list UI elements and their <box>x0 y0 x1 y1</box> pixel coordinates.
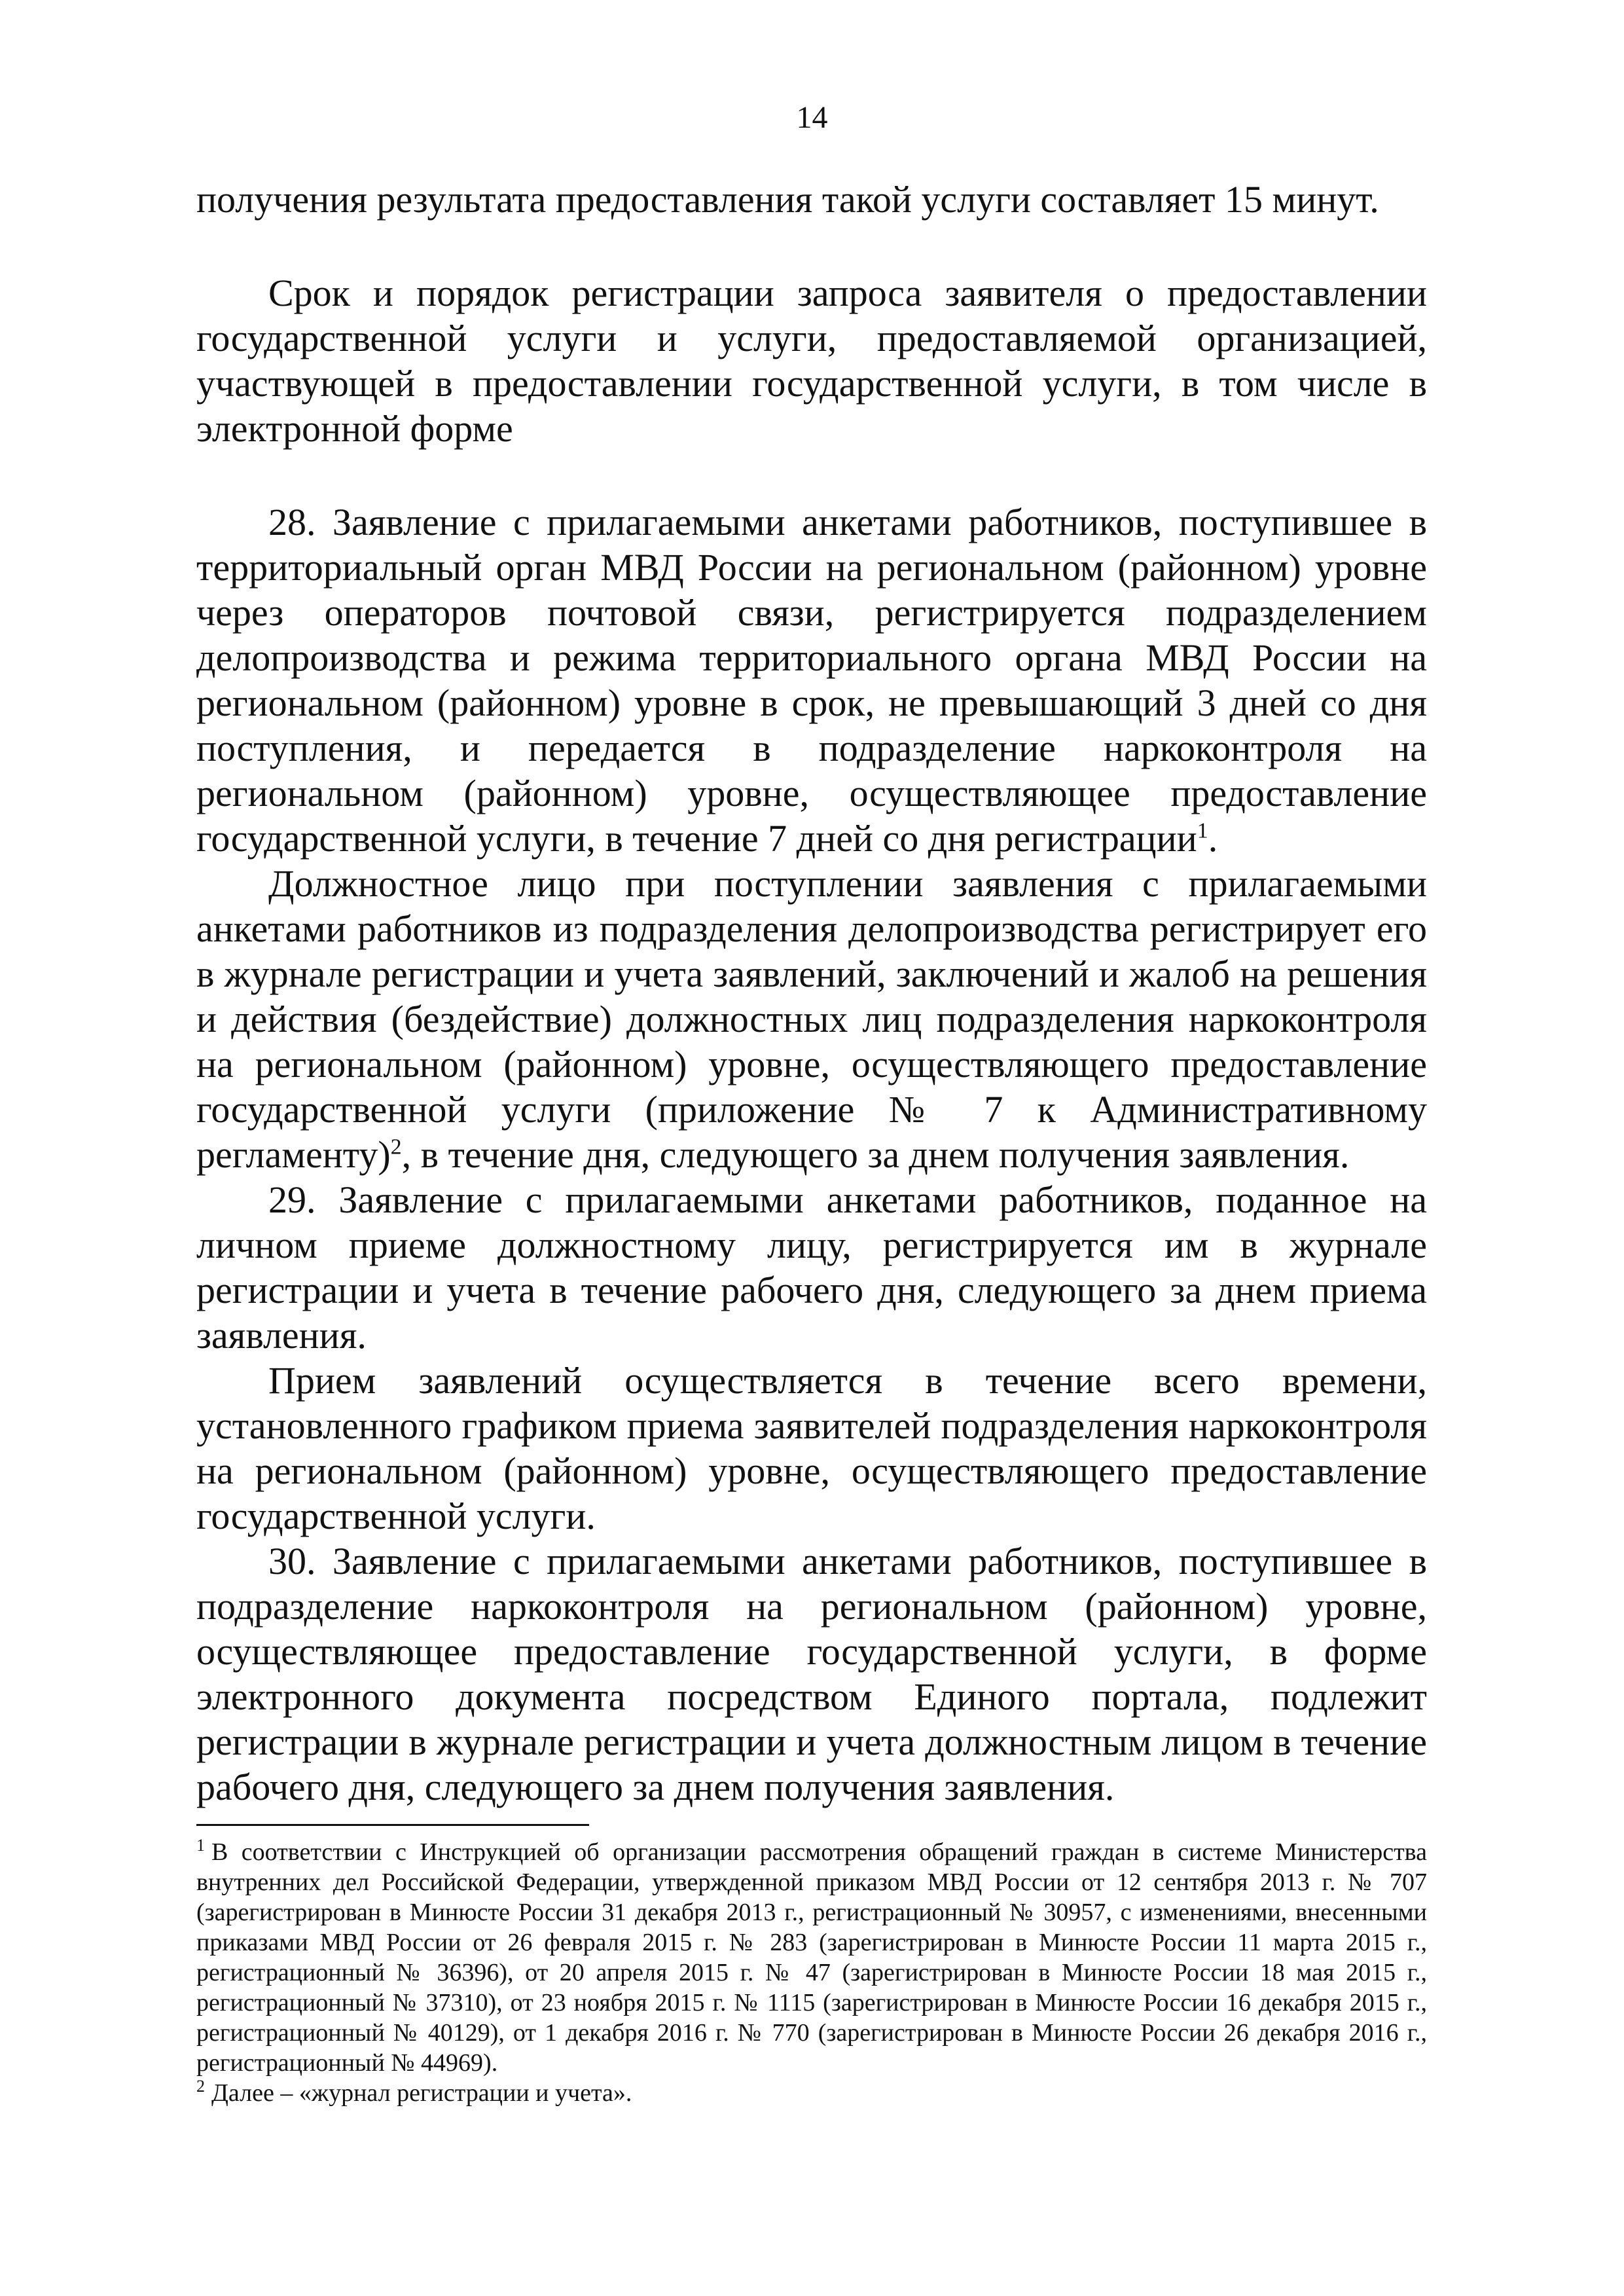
footnote-1 <box>196 1837 1427 2078</box>
footnote-1-number: 1 <box>196 1836 205 1855</box>
paragraph-28-tail: . <box>1208 817 1218 860</box>
page-number: 14 <box>796 100 828 135</box>
spacer <box>196 451 1427 500</box>
document-body <box>196 177 1427 1810</box>
section-heading: Срок и порядок регистрации запроса заявителя о предоставлении государственной услуги и услуги, предоставляемой организацией, участвующей в предоставлении государственной услуги, в том числе в электронной форме <box>196 272 1427 450</box>
footnotes <box>196 1837 1427 2108</box>
footnote-separator <box>196 1824 589 1826</box>
footnote-ref-1: 1 <box>1197 818 1208 843</box>
paragraph-29: 29. Заявление с прилагаемыми анкетами работников, поданное на личном приеме должностному лицу, регистрируется им в журнале регистрации и учета в течение рабочего дня, следующего за днем приема заявления. <box>196 1178 1427 1357</box>
spacer <box>196 222 1427 270</box>
footnote-ref-2: 2 <box>390 1135 402 1159</box>
continuation-paragraph: получения результата предоставления такой услуги составляет 15 минут. <box>196 178 1379 221</box>
paragraph-28-second-tail: , в течение дня, следующего за днем получения заявления. <box>401 1133 1350 1176</box>
footnote-1-text: В соответствии с Инструкцией об организации рассмотрения обращений граждан в системе Министерства внутренних дел Российской Федерации, утвержденной приказом МВД России от 12 сентября 2013 г. № 707 (зарегистрирован в Минюсте России 31 декабря 2013 г., регистрационный № 30957, с изменениями, внесенными приказами МВД России от 26 февраля 2015 г. № 283 (зарегистрирован в Минюсте России 11 марта 2015 г., регистрационный № 36396), от 20 апреля 2015 г. № 47 (зарегистрирован в Минюсте России 18 мая 2015 г., регистрационный № 37310), от 23 ноября 2015 г. № 1115 (зарегистрирован в Минюсте России 16 декабря 2015 г., регистрационный № 40129), от 1 декабря 2016 г. № 770 (зарегистрирован в Минюсте России 26 декабря 2016 г., регистрационный № 44969). <box>196 1838 1427 2077</box>
footnote-2-text: Далее – «журнал регистрации и учета». <box>211 2079 632 2107</box>
footnote-2 <box>196 2078 1427 2108</box>
footnote-2-number: 2 <box>196 2077 205 2096</box>
paragraph-28 <box>196 500 1427 861</box>
paragraph-28-second <box>196 861 1427 1177</box>
paragraph-30: 30. Заявление с прилагаемыми анкетами работников, поступившее в подразделение наркоконтроля на региональном (районном) уровне, осуществляющее предоставление государственной услуги, в форме электронного документа посредством Единого портала, подлежит регистрации в журнале регистрации и учета должностным лицом в течение рабочего дня, следующего за днем получения заявления. <box>196 1540 1427 1808</box>
paragraph-29-second: Прием заявлений осуществляется в течение всего времени, установленного графиком приема заявителей подразделения наркоконтроля на региональном (районном) уровне, осуществляющего предоставление государственной услуги. <box>196 1359 1427 1537</box>
paragraph-28-second-text: Должностное лицо при поступлении заявления с прилагаемыми анкетами работников из подразделения делопроизводства регистрирует его в журнале регистрации и учета заявлений, заключений и жалоб на решения и действия (бездействие) должностных лиц подразделения наркоконтроля на региональном (районном) уровне, осуществляющего предоставление государственной услуги (приложение № 7 к Административному регламенту) <box>196 862 1427 1176</box>
paragraph-28-text: 28. Заявление с прилагаемыми анкетами работников, поступившее в территориальный орган МВД России на региональном (районном) уровне через операторов почтовой связи, регистрируется подразделением делопроизводства и режима территориального органа МВД России на региональном (районном) уровне в срок, не превышающий 3 дней со дня поступления, и передается в подразделение наркоконтроля на региональном (районном) уровне, осуществляющее предоставление государственной услуги, в течение 7 дней со дня регистрации <box>196 501 1427 860</box>
